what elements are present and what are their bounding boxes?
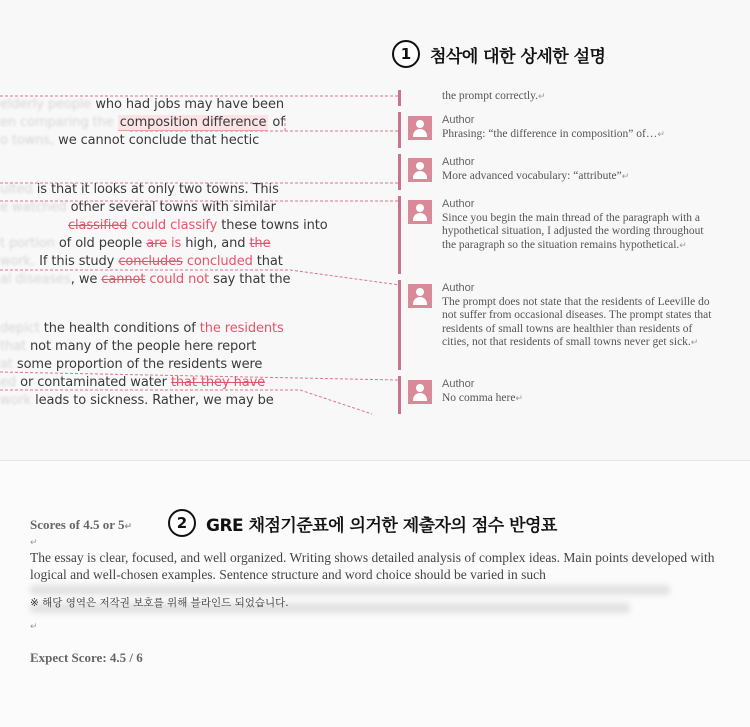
comment-item[interactable]: Author The prompt does not state that the residents of Leeville do not suffer from occasional diseases. The prompt states that residents of small towns are healthier than residents of cities, not that residents of small towns never get sick.↵ [408,282,728,350]
doc-line: en comparing the composition difference of [0,115,285,130]
score-description: The essay is clear, focused, and well organized. Writing shows detailed analysis of complex ideas. Main points developed with logical and well-chosen examples. Sentence structure and word choice should be varied in such [30,550,715,582]
section-number-badge: 1 [392,40,420,68]
doc-line: work leads to sickness. Rather, we may be [0,393,274,408]
inserted-text: the residents [199,321,284,336]
comment-text: More advanced vocabulary: “attribute” [442,169,622,182]
deleted-text: the [249,236,271,251]
score-panel [0,461,750,727]
doc-line: classified could classify these towns into [68,218,328,233]
doc-line: that not many of the people here report [0,339,257,354]
deleted-text: cannot [101,272,146,287]
comment-author: Author [442,198,475,210]
comment-bar [398,280,401,370]
avatar-icon [408,158,432,182]
deleted-text: are [146,236,167,251]
comment-text: No comma here [442,391,516,404]
comment-bar [398,376,401,414]
doc-line: ulted is that it looks at only two towns. This [0,182,279,197]
deleted-text: that they have [170,375,266,390]
doc-line: ed or contaminated water that they have [0,375,266,390]
comment-item[interactable]: Author Since you begin the main thread of the paragraph with a hypothetical situation, I adjusted the wording throughout the paragraph so the situation remains hypothetical.↵ [408,198,728,252]
comment-text: Since you begin the main thread of the paragraph with a hypothetical situation, I adjusted the wording throughout the paragraph so the situation remains hypothetical. [442,211,704,251]
comment-bar [398,196,401,274]
avatar-icon [408,380,432,404]
doc-line: at some proportion of the residents were [0,357,263,372]
avatar-icon [408,284,432,308]
comment-author: Author [442,114,475,126]
doc-line: depict the health conditions of the residents [0,321,284,336]
comment-item[interactable]: Author More advanced vocabulary: “attribute”↵ [408,156,728,183]
comment-item[interactable]: Author Phrasing: “the difference in composition” of…↵ [408,114,728,141]
expect-score: Expect Score: 4.5 / 6 [30,650,143,665]
inserted-text: could not [145,272,210,287]
section-2-header [168,509,557,537]
deleted-text: classified [68,218,128,233]
comment-author: Author [442,282,475,294]
deleted-text: concludes [118,254,183,269]
inserted-text: could classify [127,218,218,233]
inserted-text: is [166,236,182,251]
blind-notice: ※ 해당 영역은 저작권 보호를 위해 블라인드 되었습니다. [30,597,289,609]
avatar-icon [408,116,432,140]
comment-bar [398,112,401,148]
section-2-title: GRE 채점기준표에 의거한 제출자의 점수 반영표 [206,515,557,536]
doc-line: work. If this study concludes concluded that [0,254,283,269]
scores-label: Scores of 4.5 or 5↵ [30,517,133,532]
doc-line: e watched other several towns with similar [0,200,276,215]
comment-text: The prompt does not state that the residents of Leeville do not suffer from occasional diseases. The prompt states that residents of small towns are healthier than residents of cities, not that residents of small towns never get sick. [442,295,712,348]
avatar-icon [408,200,432,224]
comment-item[interactable]: the prompt correctly.↵ [442,90,546,102]
comment-text: Phrasing: “the difference in composition” of… [442,127,658,140]
paragraph-mark: ↵ [30,537,38,547]
inserted-text: concluded [182,254,253,269]
section-1-title: 첨삭에 대한 상세한 설명 [430,46,606,67]
comment-author: Author [442,378,475,390]
section-1-header [392,40,605,68]
doc-line: t portion of old people are is high, and the [0,236,271,251]
blurred-content [30,585,670,595]
section-number-badge: 2 [168,509,196,537]
comment-bar [398,90,401,106]
comment-item[interactable]: Author No comma here↵ [408,378,728,405]
paragraph-mark: ↵ [30,621,38,631]
comment-author: Author [442,156,475,168]
doc-line: al diseases, we cannot could not say that the [0,272,291,287]
doc-line: elderly people who had jobs may have been [0,97,284,112]
highlighted-text[interactable]: composition difference [119,115,267,130]
comment-bar [398,154,401,190]
comment-text: the prompt correctly. [442,90,539,102]
doc-line: o towns, we cannot conclude that hectic [0,133,260,148]
